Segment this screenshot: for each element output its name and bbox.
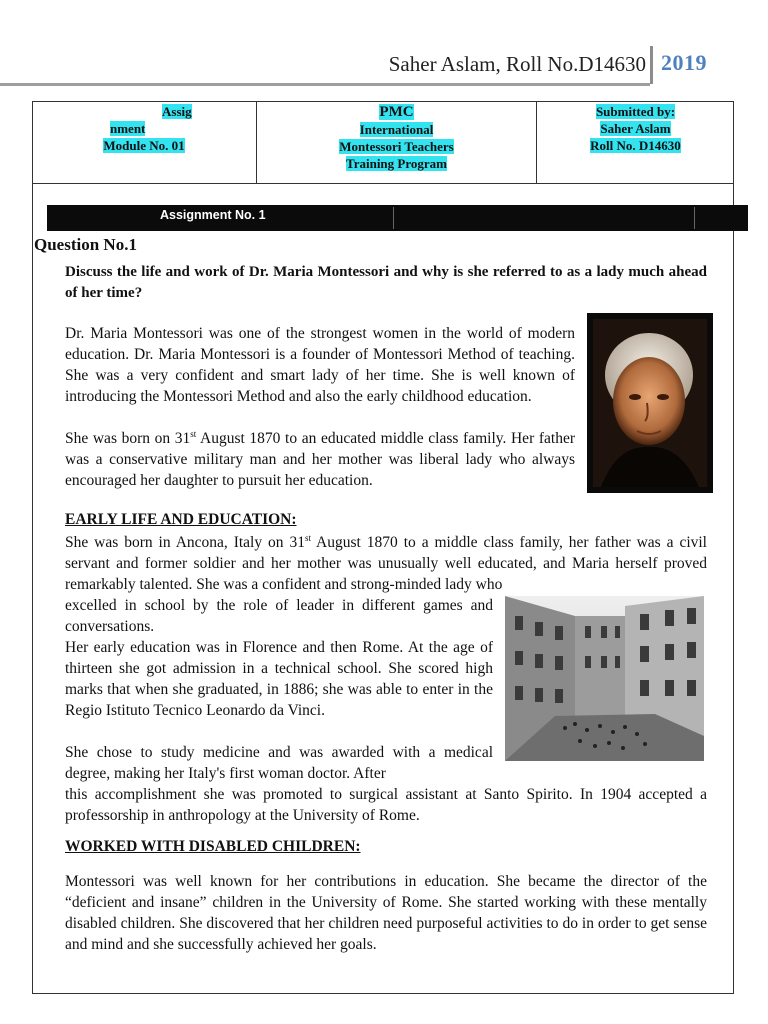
bar-divider	[694, 207, 695, 229]
assignment-label-part1: Assig	[162, 104, 192, 119]
header-year: 2019	[661, 50, 707, 75]
birth-paragraph: She was born on 31st August 1870 to an educated middle class family. Her father was a conservative military man and her mother was liberal lady who always encouraged her daughter to pursuit her education.	[65, 428, 575, 489]
question-title: Question No.1	[34, 235, 137, 254]
header-separator	[650, 46, 653, 84]
question-text: Discuss the life and work of Dr. Maria Montessori and why is she referred to as a lady much ahead of her time?	[65, 264, 707, 301]
program-line-2: Montessori Teachers	[339, 139, 454, 154]
info-cell-submitted	[537, 101, 734, 184]
historic-school-photo	[505, 596, 704, 761]
submitter-roll: Roll No. D14630	[590, 138, 681, 153]
assignment-bar	[47, 205, 748, 231]
header-rule	[0, 83, 650, 86]
program-line-3: Training Program	[346, 156, 447, 171]
pmc-title: PMC	[379, 104, 414, 120]
early-education-paragraph: Her early education was in Florence and then Rome. At the age of thirteen she got admission in a technical school. She scored high marks that when she graduated, in 1886; she was able to enter in the Regio Istituto Tecnico Leonardo da Vinci.	[65, 639, 493, 719]
early-life-heading: EARLY LIFE AND EDUCATION:	[65, 511, 297, 528]
assignment-number: Assignment No. 1	[160, 208, 266, 222]
page-header	[0, 46, 768, 90]
submitted-by-label: Submitted by:	[595, 104, 676, 119]
bar-divider	[393, 207, 394, 229]
medicine-paragraph: She chose to study medicine and was awarded with a medical degree, making her Italy's first woman doctor. After	[65, 744, 493, 782]
disabled-children-heading: WORKED WITH DISABLED CHILDREN:	[65, 838, 361, 855]
program-line-1: International	[359, 122, 434, 137]
info-table	[32, 101, 734, 184]
info-cell-program	[257, 101, 537, 184]
info-cell-module	[32, 101, 257, 184]
submitter-name: Saher Aslam	[600, 121, 671, 136]
early-life-continued: excelled in school by the role of leader in different games and conversations.	[65, 597, 493, 635]
montessori-portrait-image	[587, 313, 713, 493]
early-life-paragraph: She was born in Ancona, Italy on 31st August 1870 to a middle class family, her father was a civil servant and former soldier and her mother was unusually well educated, and Maria herself proved remarkably talented. She was a confident and strong-minded lady who	[65, 532, 707, 593]
professorship-paragraph: this accomplishment she was promoted to surgical assistant at Santo Spirito. In 1904 accepted a professorship in anthropology at the University of Rome.	[65, 786, 707, 824]
module-number: Module No. 01	[103, 138, 185, 153]
assignment-label-part2: nment	[110, 121, 146, 136]
intro-paragraph: Dr. Maria Montessori was one of the strongest women in the world of modern education. Dr. Maria Montessori is a founder of Montessori Method of teaching. She was a very confident and smart lady of her time. She is well known of introducing the Montessori Method and also the early childhood education.	[65, 325, 575, 405]
disabled-children-paragraph: Montessori was well known for her contributions in education. She became the director of the “deficient and insane” children in the University of Rome. She started working with these mentally disabled children. She discovered that her children need purposeful activities to do in order to get sense and mind and she successfully achieved her goals.	[65, 873, 707, 953]
author-roll-header: Saher Aslam, Roll No.D14630	[388, 52, 646, 76]
